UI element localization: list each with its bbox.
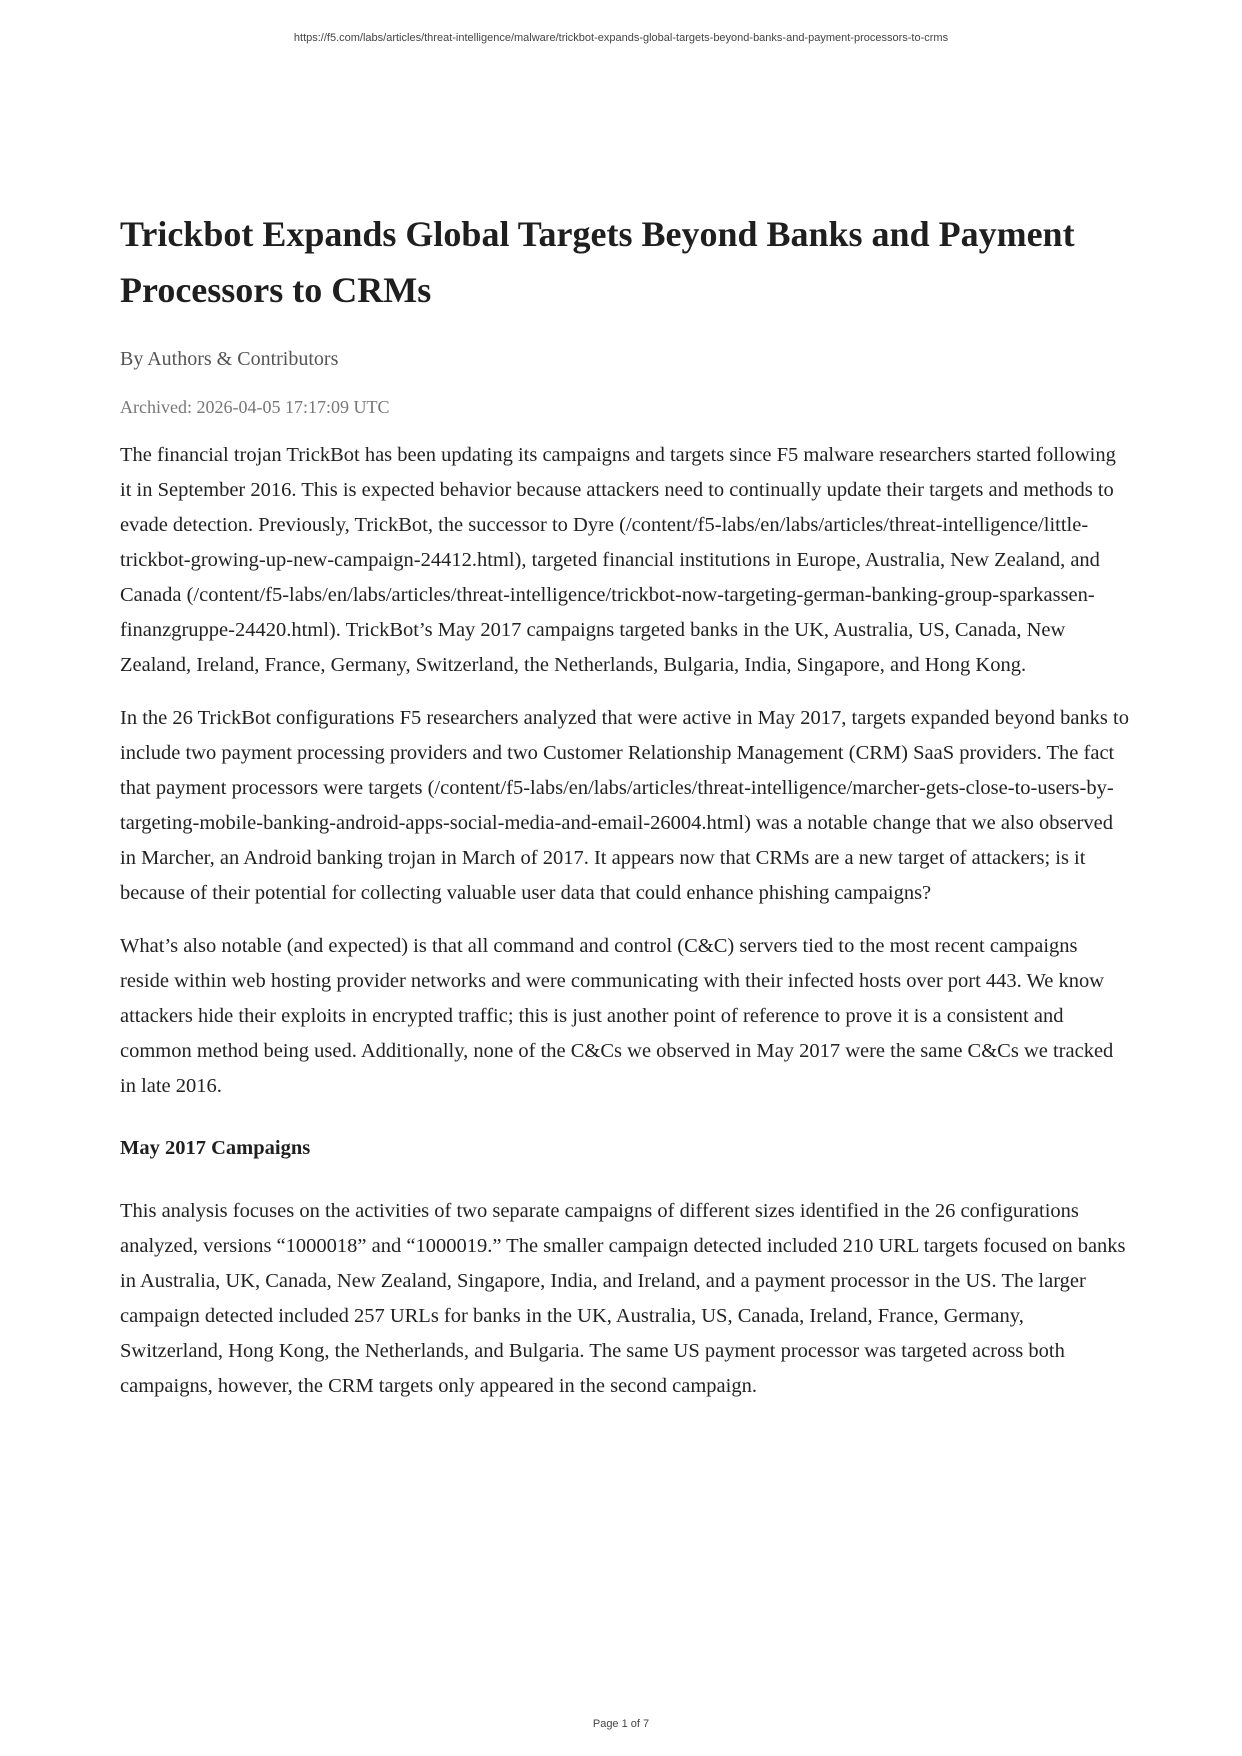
article (120, 206, 1130, 1404)
archived-timestamp: Archived: 2026-04-05 17:17:09 UTC (120, 397, 390, 417)
article-title-line-2: Processors to CRMs (120, 270, 432, 310)
page-url-header: https://f5.com/labs/articles/threat-intelligence/malware/trickbot-expands-global-targets-beyond-banks-and-payment-processors-to-crms (293, 32, 949, 44)
section-heading: May 2017 Campaigns (120, 1137, 311, 1159)
article-title (120, 206, 1130, 318)
article-byline: By Authors & Contributors (120, 348, 339, 370)
article-paragraph-3: What’s also notable (and expected) is that all command and control (C&C) servers tied to the most recent campaigns reside within web hosting provider networks and were communicating with their infected hosts over port 443. We know attackers hide their exploits in encrypted traffic; this is just another point of reference to prove it is a consistent and common method being used. Additionally, none of the C&Cs we observed in May 2017 were the same C&Cs we tracked in late 2016. (120, 935, 1114, 1097)
page-number: Page 1 of 7 (592, 1718, 650, 1730)
article-paragraph-2: In the 26 TrickBot configurations F5 researchers analyzed that were active in May 2017, targets expanded beyond banks to include two payment processing providers and two Customer Relationship Management (CRM) SaaS providers. The fact that payment processors were targets (/content/f5-labs/en/labs/articles/threat-intelligence/marcher-gets-close-to-users-by-targeting-mobile-banking-android-apps-social-media-and-email-26004.html) was a notable change that we also observed in Marcher, an Android banking trojan in March of 2017. It appears now that CRMs are a new target of attackers; is it because of their potential for collecting valuable user data that could enhance phishing campaigns? (120, 707, 1129, 904)
section-paragraph: This analysis focuses on the activities of two separate campaigns of different sizes identified in the 26 configurations analyzed, versions “1000018” and “1000019.” The smaller campaign detected included 210 URL targets focused on banks in Australia, UK, Canada, New Zealand, Singapore, India, and Ireland, and a payment processor in the US. The larger campaign detected included 257 URLs for banks in the UK, Australia, US, Canada, Ireland, France, Germany, Switzerland, Hong Kong, the Netherlands, and Bulgaria. The same US payment processor was targeted across both campaigns, however, the CRM targets only appeared in the second campaign. (120, 1200, 1126, 1397)
article-title-line-1: Trickbot Expands Global Targets Beyond Banks and Payment (120, 214, 1075, 254)
article-paragraph-1: The financial trojan TrickBot has been updating its campaigns and targets since F5 malware researchers started following it in September 2016. This is expected behavior because attackers need to continually update their targets and methods to evade detection. Previously, TrickBot, the successor to Dyre (/content/f5-labs/en/labs/articles/threat-intelligence/little-trickbot-growing-up-new-campaign-24412.html), targeted financial institutions in Europe, Australia, New Zealand, and Canada (/content/f5-labs/en/labs/articles/threat-intelligence/trickbot-now-targeting-german-banking-group-sparkassen-finanzgruppe-24420.html). TrickBot’s May 2017 campaigns targeted banks in the UK, Australia, US, Canada, New Zealand, Ireland, France, Germany, Switzerland, the Netherlands, Bulgaria, India, Singapore, and Hong Kong. (120, 444, 1116, 676)
